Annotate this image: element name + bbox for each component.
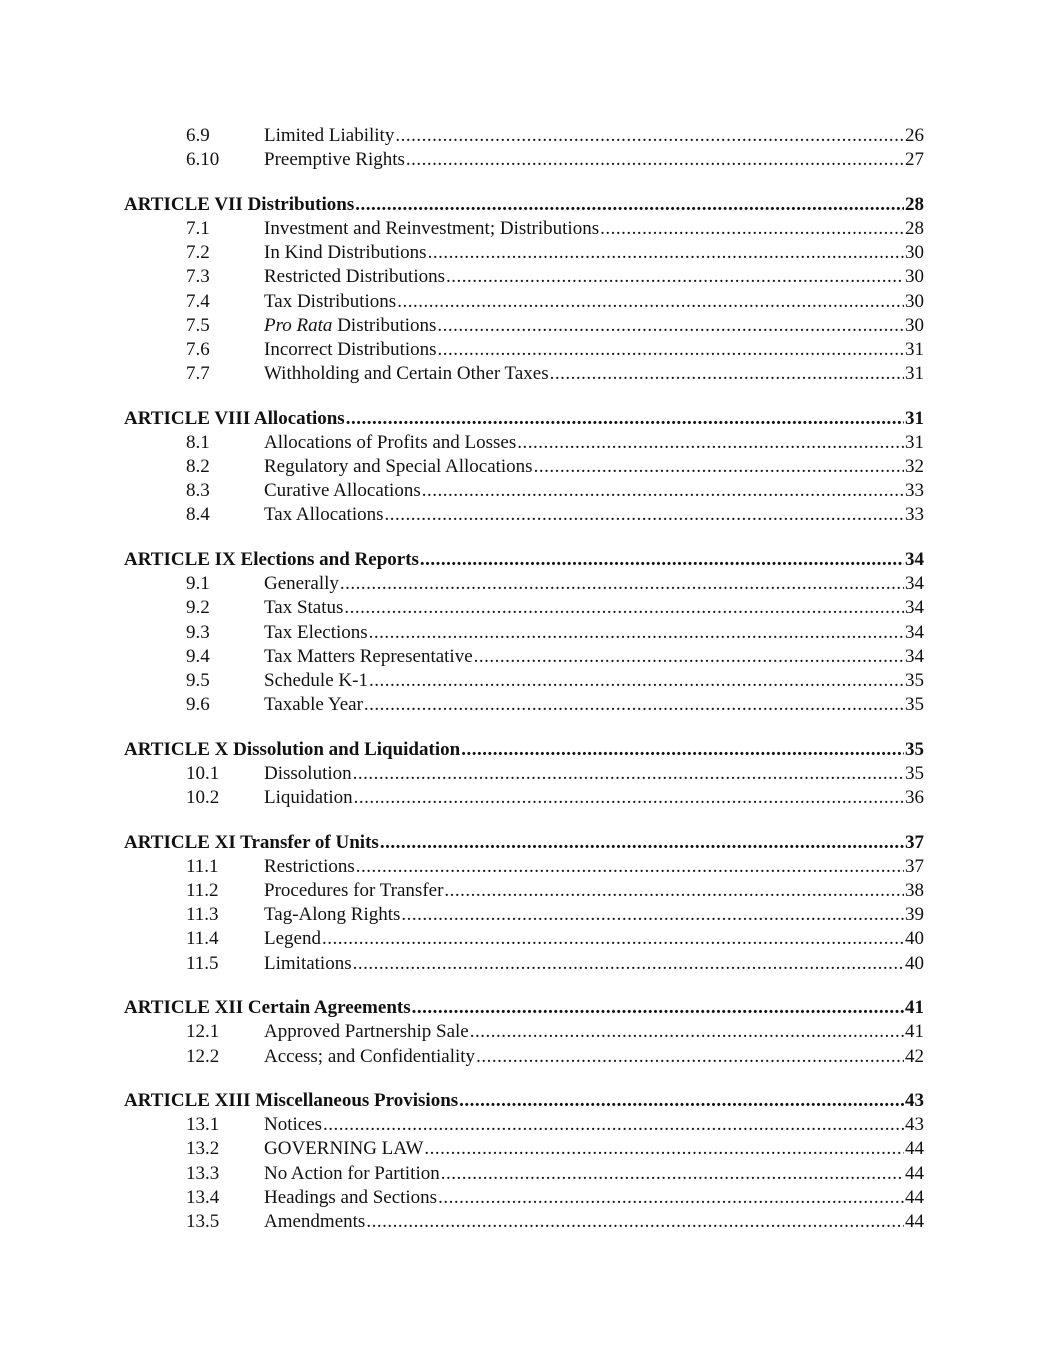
toc-page-number: 34 — [905, 597, 924, 619]
toc-page-number: 40 — [905, 952, 924, 974]
toc-article-heading[interactable] — [124, 548, 924, 572]
toc-entry[interactable] — [124, 148, 924, 172]
toc-section-number: 9.5 — [186, 669, 210, 691]
dot-leader — [356, 855, 904, 879]
toc-article-heading[interactable] — [124, 1089, 924, 1113]
dot-leader — [397, 290, 904, 314]
toc-section-number: 7.2 — [186, 242, 210, 264]
toc-title: ARTICLE VII Distributions — [124, 193, 355, 215]
toc-title: Limited Liability — [264, 125, 395, 146]
dot-leader — [476, 1045, 904, 1069]
toc-page-number: 33 — [905, 480, 924, 502]
toc-section-number: 8.4 — [186, 504, 210, 526]
toc-entry[interactable] — [124, 762, 924, 786]
toc-section-number: 13.1 — [186, 1114, 220, 1136]
toc-page-number: 28 — [905, 217, 924, 239]
toc-title: Notices — [264, 1114, 323, 1136]
toc-page-number: 26 — [905, 125, 924, 146]
toc-page-number: 44 — [905, 1186, 924, 1208]
toc-section-number: 7.7 — [186, 363, 210, 385]
toc-title: Tax Allocations — [264, 504, 384, 526]
dot-leader — [364, 693, 904, 717]
toc-page-number: 33 — [905, 504, 924, 526]
toc-title: ARTICLE IX Elections and Reports — [124, 548, 419, 570]
toc-title: Tag-Along Rights — [264, 904, 401, 926]
dot-leader — [353, 952, 904, 976]
toc-page-number: 31 — [905, 431, 924, 453]
toc-entry[interactable] — [124, 927, 924, 951]
toc-entry[interactable] — [124, 1137, 924, 1161]
toc-article-heading[interactable] — [124, 738, 924, 762]
toc-entry[interactable] — [124, 621, 924, 645]
dot-leader — [446, 265, 904, 289]
toc-article-heading[interactable] — [124, 996, 924, 1020]
toc-title: Dissolution — [264, 762, 352, 784]
dot-leader — [353, 762, 904, 786]
toc-article-heading[interactable] — [124, 193, 924, 217]
toc-entry[interactable] — [124, 1020, 924, 1044]
toc-page-number: 44 — [905, 1162, 924, 1184]
toc-section-number: 6.10 — [186, 149, 220, 171]
toc-page-number: 43 — [905, 1114, 924, 1136]
toc-title: ARTICLE X Dissolution and Liquidation — [124, 738, 461, 760]
section-gap — [124, 386, 924, 406]
dot-leader — [517, 431, 904, 455]
toc-title: Schedule K-1 — [264, 669, 368, 691]
toc-title: Incorrect Distributions — [264, 338, 437, 360]
toc-section-number: 7.3 — [186, 266, 210, 288]
dot-leader — [406, 148, 904, 172]
dot-leader — [369, 669, 904, 693]
dot-leader — [385, 503, 904, 527]
toc-page-number: 34 — [905, 645, 924, 667]
section-gap — [124, 717, 924, 737]
dot-leader — [412, 996, 904, 1020]
toc-entry[interactable] — [124, 503, 924, 527]
toc-section-number: 9.6 — [186, 694, 210, 716]
toc-page-number: 35 — [905, 669, 924, 691]
toc-page-number: 44 — [905, 1211, 924, 1233]
toc-entry[interactable] — [124, 124, 924, 148]
toc-page-number: 44 — [905, 1138, 924, 1160]
dot-leader — [346, 407, 904, 431]
toc-page-number: 30 — [905, 290, 924, 312]
table-of-contents — [124, 124, 924, 1234]
toc-entry[interactable] — [124, 669, 924, 693]
toc-entry[interactable] — [124, 479, 924, 503]
toc-page-number: 35 — [905, 694, 924, 716]
toc-page-number: 36 — [905, 787, 924, 809]
dot-leader — [420, 548, 904, 572]
toc-section-number: 12.2 — [186, 1045, 220, 1067]
dot-leader — [438, 1186, 904, 1210]
dot-leader — [355, 193, 904, 217]
section-gap — [124, 528, 924, 548]
toc-section-number: 11.1 — [186, 855, 219, 877]
toc-title: Generally — [264, 573, 339, 595]
dot-leader — [380, 831, 904, 855]
toc-section-number: 9.2 — [186, 597, 210, 619]
toc-article-heading[interactable] — [124, 831, 924, 855]
dot-leader — [459, 1089, 904, 1113]
dot-leader — [424, 1137, 904, 1161]
toc-page-number: 35 — [905, 738, 924, 760]
toc-section-number: 13.4 — [186, 1186, 220, 1208]
toc-title: Allocations of Profits and Losses — [264, 431, 517, 453]
toc-title: Curative Allocations — [264, 480, 421, 502]
dot-leader — [438, 338, 904, 362]
dot-leader — [444, 879, 904, 903]
toc-entry[interactable] — [124, 1045, 924, 1069]
toc-title: No Action for Partition — [264, 1162, 440, 1184]
toc-entry[interactable] — [124, 338, 924, 362]
toc-section-number: 9.4 — [186, 645, 210, 667]
toc-title: Tax Elections — [264, 621, 368, 643]
dot-leader — [470, 1020, 904, 1044]
dot-leader — [366, 1210, 904, 1234]
dot-leader — [322, 927, 904, 951]
toc-title: In Kind Distributions — [264, 242, 427, 264]
toc-section-number: 10.1 — [186, 762, 220, 784]
toc-section-number: 8.1 — [186, 431, 210, 453]
toc-entry[interactable] — [124, 431, 924, 455]
toc-title-rest: Distributions — [332, 314, 437, 336]
toc-page-number: 31 — [905, 338, 924, 360]
dot-leader — [441, 1162, 904, 1186]
toc-title: Limitations — [264, 952, 352, 974]
toc-page-number: 31 — [905, 407, 924, 429]
toc-title: Withholding and Certain Other Taxes — [264, 363, 549, 385]
toc-title: ARTICLE XIII Miscellaneous Provisions — [124, 1090, 459, 1112]
toc-title: Access; and Confidentiality — [264, 1045, 476, 1067]
toc-entry[interactable] — [124, 241, 924, 265]
toc-entry[interactable] — [124, 952, 924, 976]
toc-page-number: 27 — [905, 149, 924, 171]
toc-page-number: 38 — [905, 880, 924, 902]
toc-entry[interactable] — [124, 314, 924, 338]
toc-entry[interactable] — [124, 855, 924, 879]
toc-page-number: 43 — [905, 1090, 924, 1112]
toc-section-number: 7.1 — [186, 217, 210, 239]
dot-leader — [323, 1113, 904, 1137]
toc-page-number: 41 — [905, 1021, 924, 1043]
toc-page-number: 34 — [905, 573, 924, 595]
toc-section-number: 12.1 — [186, 1021, 220, 1043]
toc-entry[interactable] — [124, 455, 924, 479]
toc-title: Preemptive Rights — [264, 149, 405, 171]
toc-page-number: 32 — [905, 456, 924, 478]
toc-entry[interactable] — [124, 1210, 924, 1234]
toc-page-number: 34 — [905, 621, 924, 643]
toc-entry[interactable] — [124, 290, 924, 314]
toc-entry[interactable] — [124, 596, 924, 620]
toc-section-number: 13.3 — [186, 1162, 220, 1184]
section-gap — [124, 172, 924, 192]
toc-section-number: 13.5 — [186, 1211, 220, 1233]
dot-leader — [550, 362, 904, 386]
dot-leader — [534, 455, 904, 479]
toc-entry[interactable] — [124, 572, 924, 596]
toc-page-number: 37 — [905, 831, 924, 853]
toc-section-number: 7.6 — [186, 338, 210, 360]
toc-title: Procedures for Transfer — [264, 880, 444, 902]
toc-title: Tax Matters Representative — [264, 645, 473, 667]
toc-section-number: 11.4 — [186, 928, 219, 950]
toc-title: ARTICLE XI Transfer of Units — [124, 831, 379, 853]
toc-entry[interactable] — [124, 903, 924, 927]
section-gap — [124, 976, 924, 996]
dot-leader — [461, 738, 904, 762]
toc-title: Restricted Distributions — [264, 266, 446, 288]
toc-page-number: 30 — [905, 242, 924, 264]
dot-leader — [340, 572, 904, 596]
toc-title: Regulatory and Special Allocations — [264, 456, 533, 478]
toc-page-number: 28 — [905, 193, 924, 215]
toc-section-number: 7.5 — [186, 314, 210, 336]
toc-entry[interactable] — [124, 645, 924, 669]
toc-title: Tax Distributions — [264, 290, 397, 312]
dot-leader — [422, 479, 904, 503]
toc-section-number: 9.3 — [186, 621, 210, 643]
dot-leader — [474, 645, 904, 669]
toc-page-number: 42 — [905, 1045, 924, 1067]
dot-leader — [428, 241, 904, 265]
section-gap — [124, 1069, 924, 1089]
dot-leader — [395, 124, 904, 148]
dot-leader — [354, 786, 904, 810]
toc-section-number: 10.2 — [186, 787, 220, 809]
toc-section-number: 11.3 — [186, 904, 219, 926]
toc-section-number: 11.2 — [186, 880, 219, 902]
toc-title: GOVERNING LAW — [264, 1138, 424, 1160]
toc-section-number: 6.9 — [186, 125, 210, 146]
toc-entry[interactable] — [124, 879, 924, 903]
toc-section-number: 8.2 — [186, 456, 210, 478]
toc-entry[interactable] — [124, 1186, 924, 1210]
toc-section-number: 7.4 — [186, 290, 210, 312]
toc-title: Tax Status — [264, 597, 344, 619]
toc-title — [264, 314, 436, 338]
toc-entry[interactable] — [124, 217, 924, 241]
toc-title: Liquidation — [264, 787, 353, 809]
toc-section-number: 13.2 — [186, 1138, 220, 1160]
toc-entry[interactable] — [124, 265, 924, 289]
dot-leader — [344, 596, 904, 620]
toc-section-number: 11.5 — [186, 952, 219, 974]
toc-title: Restrictions — [264, 855, 355, 877]
dot-leader — [437, 314, 904, 338]
toc-section-number: 8.3 — [186, 480, 210, 502]
toc-page-number: 31 — [905, 363, 924, 385]
toc-page-number: 30 — [905, 314, 924, 336]
toc-section-number: 9.1 — [186, 573, 210, 595]
toc-page-number: 34 — [905, 548, 924, 570]
toc-page-number: 41 — [905, 997, 924, 1019]
toc-title: Approved Partnership Sale — [264, 1021, 469, 1043]
toc-page-number: 39 — [905, 904, 924, 926]
toc-title: Amendments — [264, 1211, 366, 1233]
toc-title: Legend — [264, 928, 321, 950]
toc-entry[interactable] — [124, 786, 924, 810]
toc-title-italic: Pro Rata — [264, 314, 333, 336]
toc-page-number: 37 — [905, 855, 924, 877]
toc-entry[interactable] — [124, 1113, 924, 1137]
toc-title: ARTICLE VIII Allocations — [124, 407, 345, 429]
toc-title: Investment and Reinvestment; Distributions — [264, 217, 600, 239]
dot-leader — [401, 903, 904, 927]
toc-page-number: 30 — [905, 266, 924, 288]
toc-entry[interactable] — [124, 362, 924, 386]
section-gap — [124, 810, 924, 830]
dot-leader — [600, 217, 904, 241]
toc-page-number: 35 — [905, 762, 924, 784]
dot-leader — [369, 621, 904, 645]
toc-page-number: 40 — [905, 928, 924, 950]
toc-article-heading[interactable] — [124, 407, 924, 431]
toc-title: Headings and Sections — [264, 1186, 438, 1208]
toc-entry[interactable] — [124, 693, 924, 717]
toc-title: Taxable Year — [264, 694, 363, 716]
toc-entry[interactable] — [124, 1162, 924, 1186]
toc-title: ARTICLE XII Certain Agreements — [124, 997, 411, 1019]
